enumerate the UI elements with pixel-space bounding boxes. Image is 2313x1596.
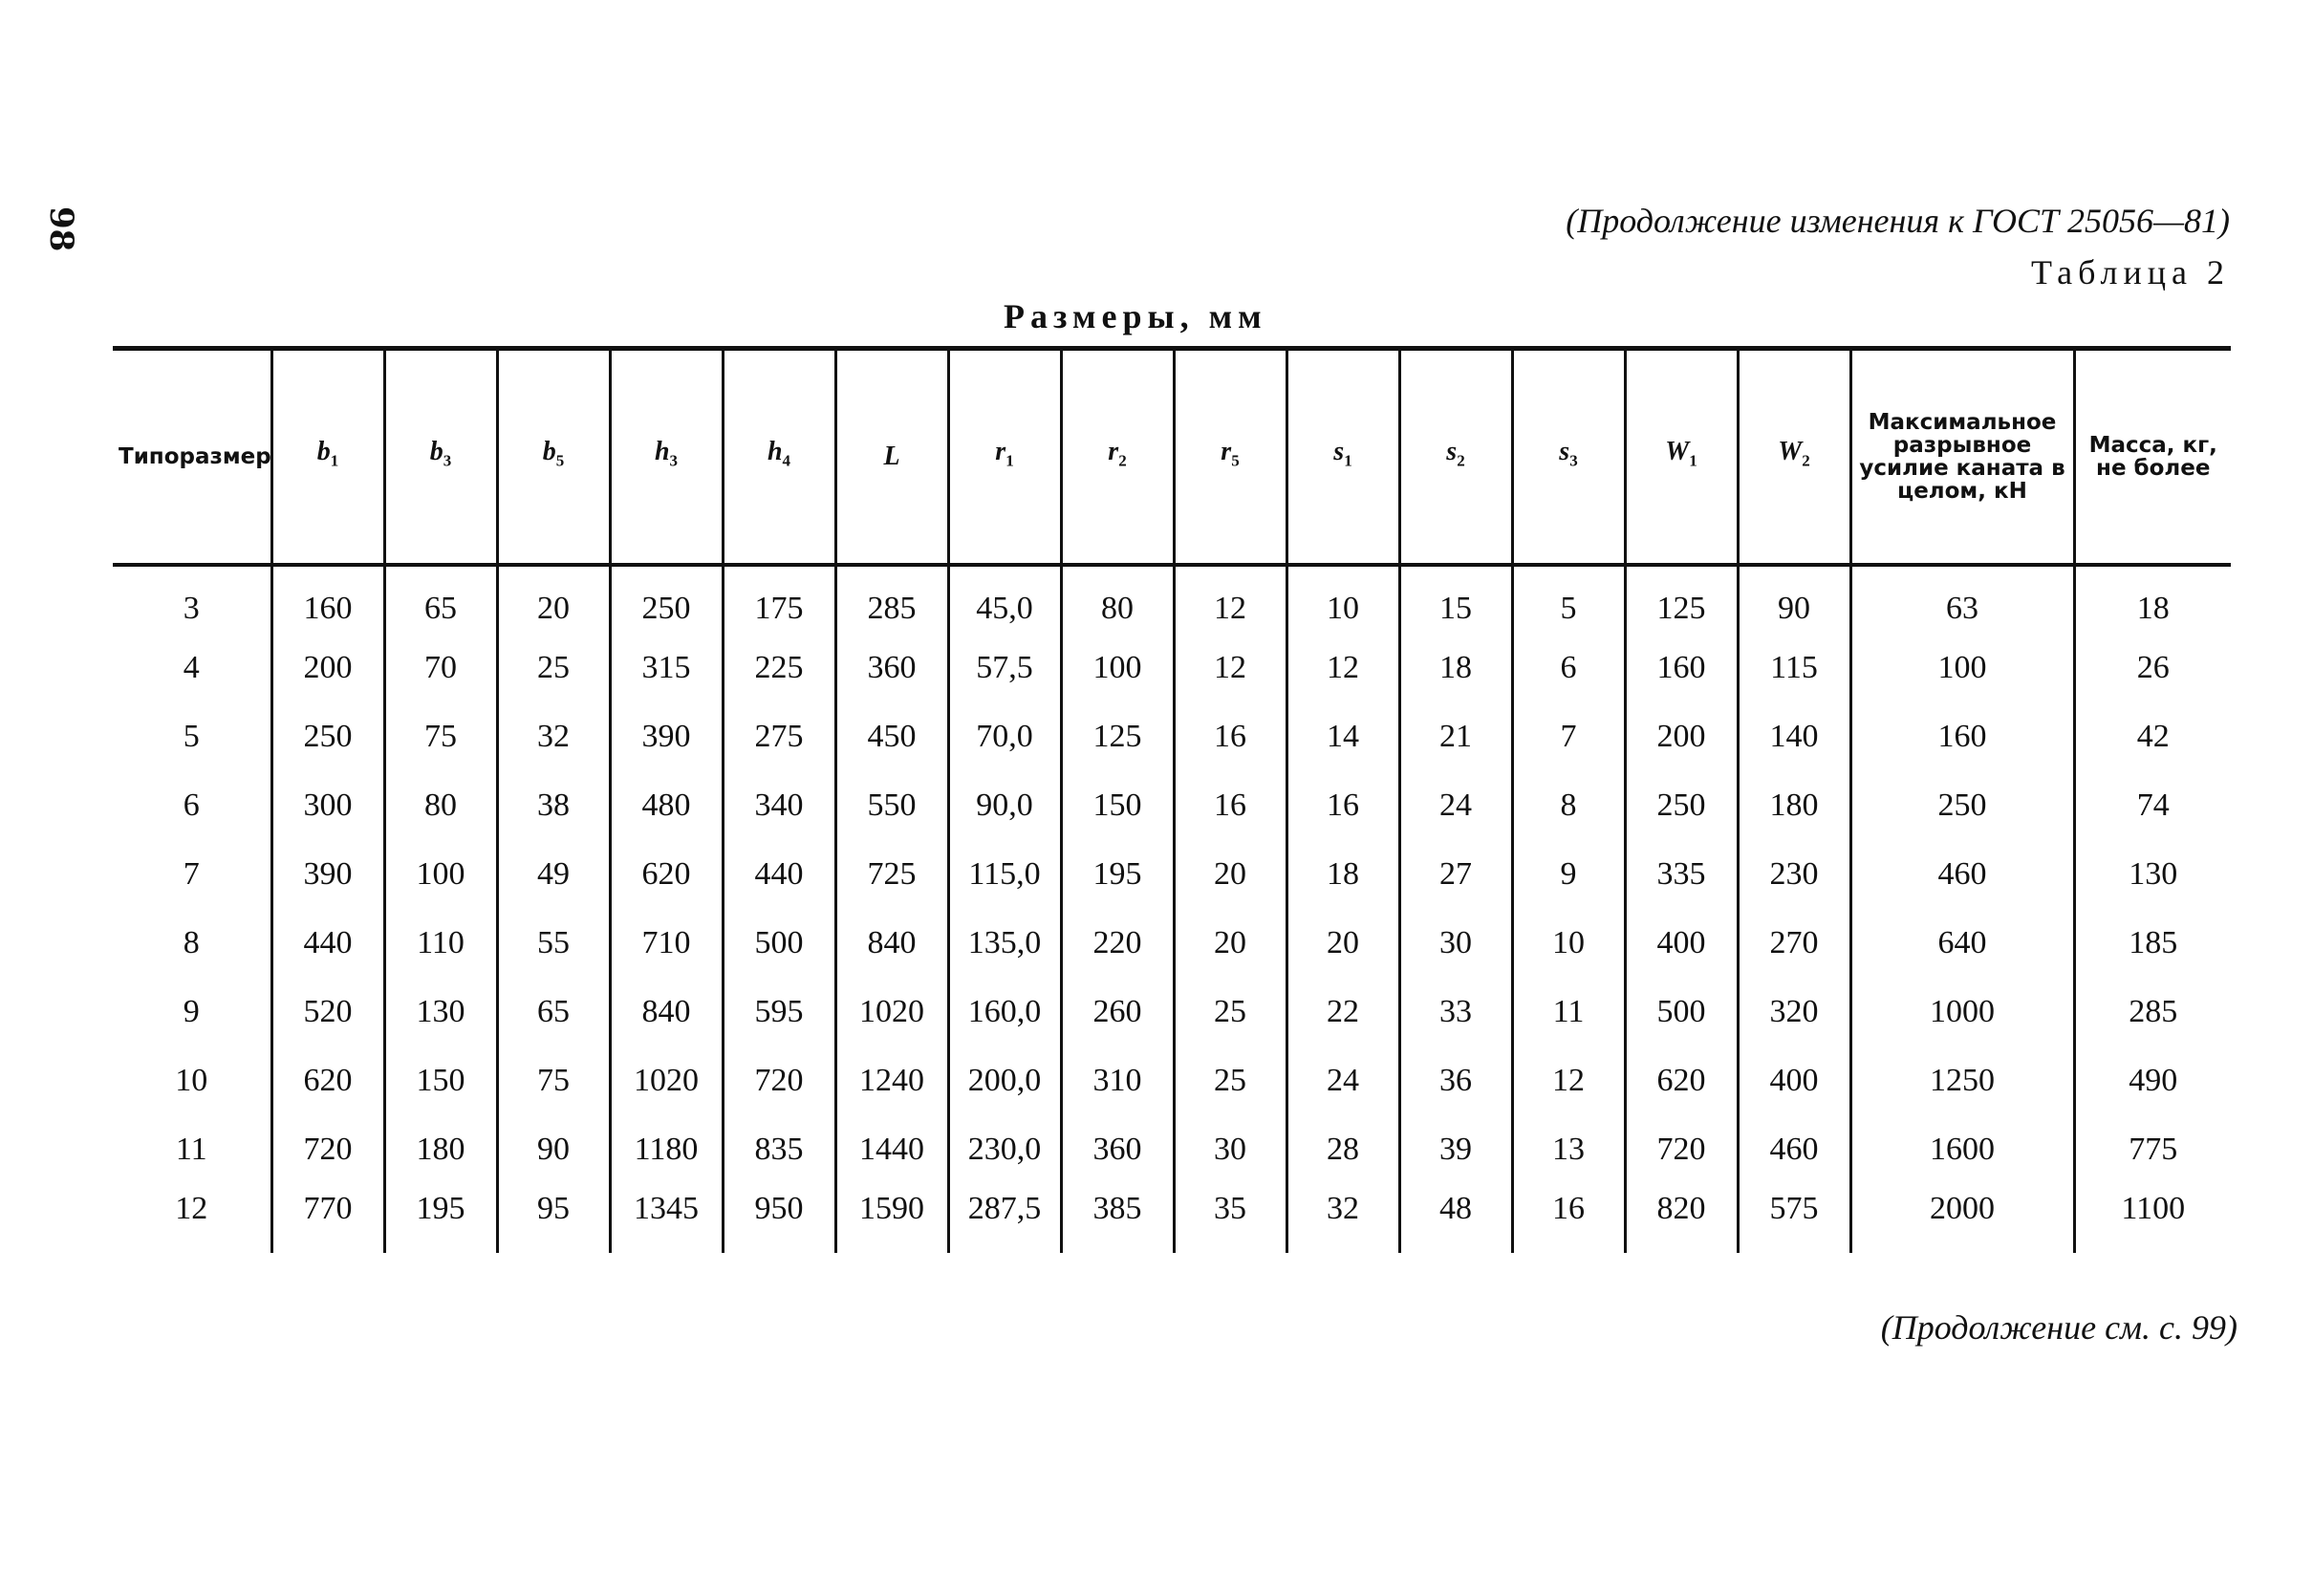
- column-subscript: 1: [1344, 451, 1352, 470]
- table-cell: 75: [497, 1046, 610, 1115]
- column-subscript: 1: [1689, 451, 1697, 470]
- column-symbol: h: [767, 436, 783, 466]
- table-cell: 1240: [835, 1046, 948, 1115]
- column-subscript: 2: [1457, 451, 1465, 470]
- table-cell: 16: [1286, 771, 1399, 840]
- column-header-s2: [1399, 349, 1512, 565]
- table-cell: 7: [1512, 702, 1625, 771]
- table-cell: 230,0: [948, 1115, 1061, 1184]
- table-cell: 100: [1061, 634, 1174, 702]
- column-symbol: L: [883, 441, 900, 471]
- table-cell: 1100: [2074, 1184, 2231, 1253]
- table-cell: 100: [384, 840, 497, 909]
- table-cell: 48: [1399, 1184, 1512, 1253]
- table-cell: 12: [1286, 634, 1399, 702]
- table-header-row: [113, 349, 2231, 565]
- footer-continuation-note: (Продолжение см. с. 99): [1880, 1308, 2237, 1347]
- table-cell: 20: [1174, 909, 1286, 978]
- table-cell: 150: [384, 1046, 497, 1115]
- table-row: [113, 840, 2231, 909]
- row-size-cell: 4: [183, 649, 200, 685]
- row-size-cell: 6: [183, 787, 200, 823]
- table-cell: 49: [497, 840, 610, 909]
- table-cell: 6: [1512, 634, 1625, 702]
- table-cell: 440: [271, 909, 384, 978]
- table-cell: 260: [1061, 978, 1174, 1046]
- table-cell: 90,0: [948, 771, 1061, 840]
- table-cell: 45,0: [948, 565, 1061, 634]
- table-cell: 30: [1399, 909, 1512, 978]
- table-cell: 390: [271, 840, 384, 909]
- column-header-w1: [1625, 349, 1738, 565]
- row-size-cell: 11: [175, 1131, 207, 1167]
- table-cell: 840: [835, 909, 948, 978]
- column-symbol: b: [542, 436, 556, 466]
- table-cell: 8: [1512, 771, 1625, 840]
- table-cell: 80: [1061, 565, 1174, 634]
- table-cell: 460: [1850, 840, 2074, 909]
- table-cell: 125: [1625, 565, 1738, 634]
- column-header-s3: [1512, 349, 1625, 565]
- table-cell: 75: [384, 702, 497, 771]
- table-row: [113, 1046, 2231, 1115]
- table-cell: 287,5: [948, 1184, 1061, 1253]
- table-cell: 26: [2074, 634, 2231, 702]
- table-cell: 620: [1625, 1046, 1738, 1115]
- column-header-text: Масса, кг, не более: [2074, 349, 2231, 565]
- row-size-cell: 7: [183, 855, 200, 892]
- table-cell: 195: [384, 1184, 497, 1253]
- table-cell: 28: [1286, 1115, 1399, 1184]
- table-cell: 27: [1399, 840, 1512, 909]
- table-cell: 270: [1738, 909, 1850, 978]
- table-cell: 18: [1286, 840, 1399, 909]
- table-cell: 25: [1174, 978, 1286, 1046]
- table-cell: 250: [610, 565, 723, 634]
- table-cell: 14: [1286, 702, 1399, 771]
- column-header-l: [835, 349, 948, 565]
- table-cell: 65: [384, 565, 497, 634]
- table-cell: 335: [1625, 840, 1738, 909]
- row-size-cell: 10: [175, 1062, 208, 1098]
- column-symbol: r: [1108, 436, 1119, 466]
- table-cell: 32: [497, 702, 610, 771]
- table-cell: 12: [1174, 565, 1286, 634]
- column-symbol: s: [1559, 436, 1570, 466]
- table-cell: 575: [1738, 1184, 1850, 1253]
- table-cell: 70: [384, 634, 497, 702]
- table-cell: 285: [2074, 978, 2231, 1046]
- table-cell: 35: [1174, 1184, 1286, 1253]
- table-cell: 140: [1738, 702, 1850, 771]
- table-cell: 300: [271, 771, 384, 840]
- table-cell: 5: [1512, 565, 1625, 634]
- table-cell: 640: [1850, 909, 2074, 978]
- table-cell: 10: [1512, 909, 1625, 978]
- table-cell: 1345: [610, 1184, 723, 1253]
- table-cell: 24: [1286, 1046, 1399, 1115]
- table-cell: 16: [1174, 702, 1286, 771]
- table-row: [113, 771, 2231, 840]
- table-cell: 11: [1512, 978, 1625, 1046]
- column-symbol: W: [1665, 436, 1690, 466]
- table-cell: 160: [271, 565, 384, 634]
- column-symbol: b: [316, 436, 331, 466]
- table-cell: 275: [723, 702, 835, 771]
- table-cell: 950: [723, 1184, 835, 1253]
- table-cell: 710: [610, 909, 723, 978]
- column-header-b5: [497, 349, 610, 565]
- table-cell: 385: [1061, 1184, 1174, 1253]
- row-size-cell: 9: [183, 993, 200, 1029]
- table-row: [113, 565, 2231, 634]
- table-cell: 835: [723, 1115, 835, 1184]
- table-cell: 135,0: [948, 909, 1061, 978]
- table-cell: 1250: [1850, 1046, 2074, 1115]
- table-cell: 70,0: [948, 702, 1061, 771]
- table-row: [113, 978, 2231, 1046]
- table-cell: 25: [1174, 1046, 1286, 1115]
- column-symbol: h: [654, 436, 670, 466]
- column-header-r2: [1061, 349, 1174, 565]
- table-row: [113, 909, 2231, 978]
- table-cell: 220: [1061, 909, 1174, 978]
- table-row: [113, 702, 2231, 771]
- table-cell: 39: [1399, 1115, 1512, 1184]
- table-cell: 15: [1399, 565, 1512, 634]
- column-symbol: s: [1446, 436, 1458, 466]
- table-row: [113, 1184, 2231, 1253]
- column-header-r5: [1174, 349, 1286, 565]
- table-cell: 195: [1061, 840, 1174, 909]
- table-cell: 725: [835, 840, 948, 909]
- table-cell: 16: [1512, 1184, 1625, 1253]
- table-cell: 200: [1625, 702, 1738, 771]
- table-cell: 250: [1625, 771, 1738, 840]
- table-cell: 180: [1738, 771, 1850, 840]
- table-cell: 360: [835, 634, 948, 702]
- table-cell: 360: [1061, 1115, 1174, 1184]
- table-label: Таблица 2: [2031, 253, 2230, 291]
- table-cell: 12: [1174, 634, 1286, 702]
- table-cell: 310: [1061, 1046, 1174, 1115]
- column-subscript: 5: [555, 451, 565, 470]
- table-cell: 1020: [610, 1046, 723, 1115]
- column-header-r1: [948, 349, 1061, 565]
- column-symbol: W: [1778, 436, 1803, 466]
- table-cell: 460: [1738, 1115, 1850, 1184]
- table-cell: 9: [1512, 840, 1625, 909]
- table-cell: 90: [1738, 565, 1850, 634]
- table-cell: 160,0: [948, 978, 1061, 1046]
- column-header-h4: [723, 349, 835, 565]
- column-symbol: r: [995, 436, 1006, 466]
- table-cell: 2000: [1850, 1184, 2074, 1253]
- column-header-text: Максимальное разрывное усилие каната в целом, кН: [1850, 349, 2074, 565]
- table-cell: 440: [723, 840, 835, 909]
- table-cell: 125: [1061, 702, 1174, 771]
- table-cell: 1180: [610, 1115, 723, 1184]
- table-cell: 18: [2074, 565, 2231, 634]
- table-cell: 115: [1738, 634, 1850, 702]
- column-subscript: 1: [1005, 451, 1014, 470]
- table-cell: 80: [384, 771, 497, 840]
- table-cell: 150: [1061, 771, 1174, 840]
- table-cell: 520: [271, 978, 384, 1046]
- table-cell: 390: [610, 702, 723, 771]
- table-cell: 36: [1399, 1046, 1512, 1115]
- table-cell: 1440: [835, 1115, 948, 1184]
- table-cell: 16: [1174, 771, 1286, 840]
- table-cell: 250: [271, 702, 384, 771]
- column-header-w2: [1738, 349, 1850, 565]
- column-subscript: 3: [443, 451, 452, 470]
- table-cell: 620: [610, 840, 723, 909]
- table-cell: 770: [271, 1184, 384, 1253]
- table-cell: 720: [723, 1046, 835, 1115]
- column-subscript: 2: [1118, 451, 1127, 470]
- row-size-cell: 5: [183, 718, 200, 754]
- table-cell: 200: [271, 634, 384, 702]
- table-cell: 20: [1174, 840, 1286, 909]
- table-cell: 63: [1850, 565, 2074, 634]
- table-cell: 65: [497, 978, 610, 1046]
- units-caption: Размеры, мм: [1004, 297, 1267, 335]
- table-cell: 720: [271, 1115, 384, 1184]
- table-cell: 100: [1850, 634, 2074, 702]
- column-header-s1: [1286, 349, 1399, 565]
- table-cell: 400: [1738, 1046, 1850, 1115]
- table-row: [113, 1115, 2231, 1184]
- table-cell: 38: [497, 771, 610, 840]
- table-cell: 32: [1286, 1184, 1399, 1253]
- table-cell: 90: [497, 1115, 610, 1184]
- column-subscript: 4: [782, 451, 791, 470]
- table-cell: 55: [497, 909, 610, 978]
- table-row: [113, 634, 2231, 702]
- table-cell: 18: [1399, 634, 1512, 702]
- table-cell: 57,5: [948, 634, 1061, 702]
- table-cell: 160: [1850, 702, 2074, 771]
- table-cell: 20: [497, 565, 610, 634]
- table-cell: 200,0: [948, 1046, 1061, 1115]
- table-cell: 30: [1174, 1115, 1286, 1184]
- column-subscript: 3: [1569, 451, 1578, 470]
- table-cell: 620: [271, 1046, 384, 1115]
- table-cell: 230: [1738, 840, 1850, 909]
- table-cell: 400: [1625, 909, 1738, 978]
- table-cell: 110: [384, 909, 497, 978]
- table-cell: 95: [497, 1184, 610, 1253]
- table-cell: 25: [497, 634, 610, 702]
- row-size-cell: 8: [183, 924, 200, 960]
- table-cell: 180: [384, 1115, 497, 1184]
- table-cell: 160: [1625, 634, 1738, 702]
- table-cell: 250: [1850, 771, 2074, 840]
- column-subscript: 2: [1802, 451, 1810, 470]
- table-cell: 550: [835, 771, 948, 840]
- table-cell: 500: [1625, 978, 1738, 1046]
- table-cell: 130: [2074, 840, 2231, 909]
- column-symbol: r: [1221, 436, 1232, 466]
- table-cell: 22: [1286, 978, 1399, 1046]
- row-size-cell: 12: [175, 1190, 208, 1226]
- table-cell: 315: [610, 634, 723, 702]
- column-subscript: 3: [669, 451, 679, 470]
- table-cell: 1590: [835, 1184, 948, 1253]
- table-cell: 33: [1399, 978, 1512, 1046]
- table-cell: 1600: [1850, 1115, 2074, 1184]
- table-cell: 1020: [835, 978, 948, 1046]
- table-cell: 74: [2074, 771, 2231, 840]
- table-cell: 595: [723, 978, 835, 1046]
- column-header-b3: [384, 349, 497, 565]
- row-size-cell: 3: [183, 590, 200, 626]
- table-cell: 1000: [1850, 978, 2074, 1046]
- table-cell: 320: [1738, 978, 1850, 1046]
- column-header-h3: [610, 349, 723, 565]
- table-cell: 185: [2074, 909, 2231, 978]
- column-header-text: Типоразмер: [113, 349, 271, 565]
- table-cell: 775: [2074, 1115, 2231, 1184]
- table-cell: 840: [610, 978, 723, 1046]
- table-cell: 42: [2074, 702, 2231, 771]
- table-cell: 500: [723, 909, 835, 978]
- table-cell: 175: [723, 565, 835, 634]
- column-subscript: 1: [330, 451, 339, 470]
- table-cell: 820: [1625, 1184, 1738, 1253]
- table-cell: 10: [1286, 565, 1399, 634]
- table-cell: 115,0: [948, 840, 1061, 909]
- column-header-b1: [271, 349, 384, 565]
- table-cell: 21: [1399, 702, 1512, 771]
- continuation-header: (Продолжение изменения к ГОСТ 25056—81): [1566, 202, 2230, 240]
- table-cell: 490: [2074, 1046, 2231, 1115]
- table-cell: 285: [835, 565, 948, 634]
- table-cell: 13: [1512, 1115, 1625, 1184]
- table-cell: 24: [1399, 771, 1512, 840]
- table-cell: 480: [610, 771, 723, 840]
- table-cell: 20: [1286, 909, 1399, 978]
- table-cell: 450: [835, 702, 948, 771]
- table-cell: 225: [723, 634, 835, 702]
- table-body: [113, 565, 2231, 1253]
- table-cell: 130: [384, 978, 497, 1046]
- column-symbol: b: [429, 436, 443, 466]
- dimensions-table: [113, 346, 2231, 1253]
- table-cell: 340: [723, 771, 835, 840]
- page-number: 98: [42, 206, 80, 252]
- column-symbol: s: [1333, 436, 1345, 466]
- table-cell: 12: [1512, 1046, 1625, 1115]
- table-cell: 720: [1625, 1115, 1738, 1184]
- column-subscript: 5: [1231, 451, 1240, 470]
